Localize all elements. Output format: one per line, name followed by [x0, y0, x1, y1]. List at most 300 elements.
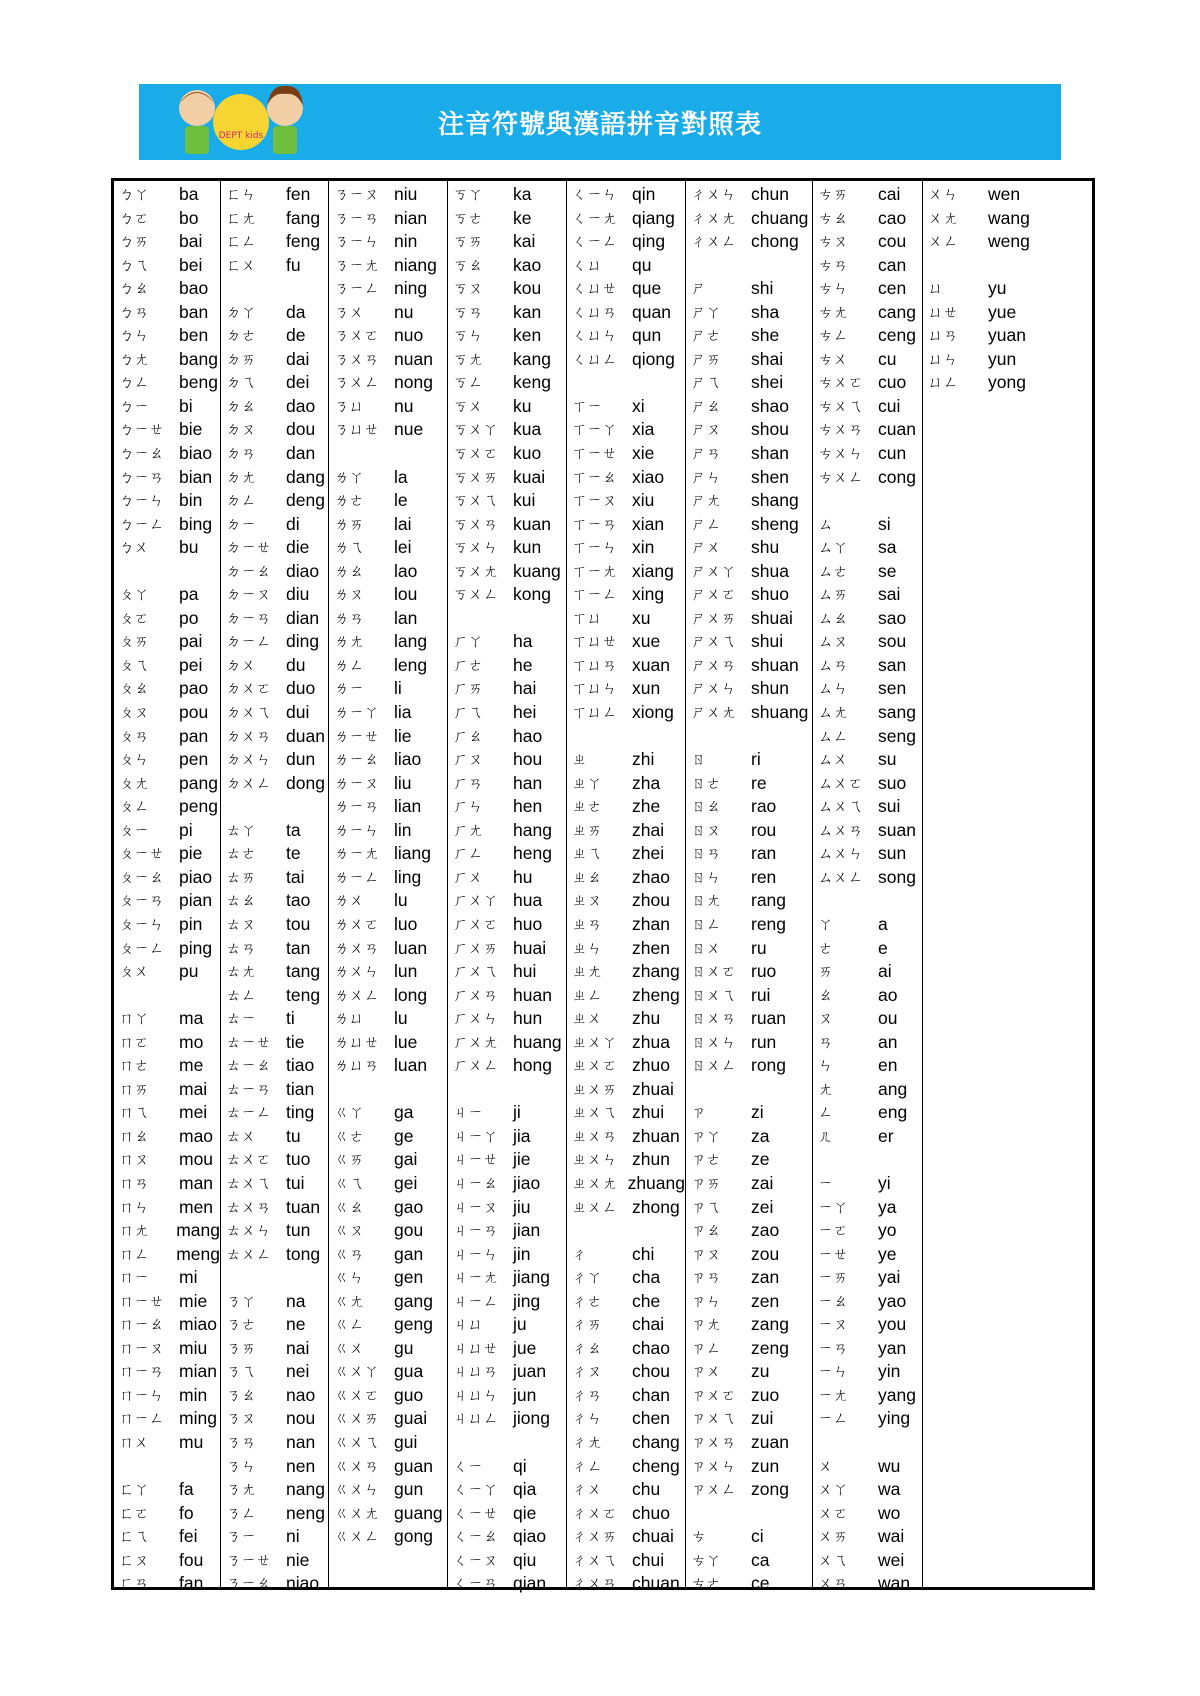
table-row — [114, 937, 220, 961]
pinyin-cell: tui — [286, 1172, 305, 1193]
pinyin-cell: chuan — [632, 1573, 680, 1594]
zhuyin-cell: ㄕㄨㄚ — [691, 561, 737, 580]
pinyin-cell: cong — [878, 466, 916, 487]
zhuyin-cell: ㄌㄧㄝ — [334, 726, 380, 745]
table-row — [221, 795, 328, 819]
pinyin-cell: lu — [394, 890, 408, 911]
pinyin-cell: ya — [878, 1196, 897, 1217]
zhuyin-cell: ㄤ — [818, 1079, 834, 1098]
table-row — [686, 583, 812, 607]
zhuyin-cell: ㄑㄧㄢ — [453, 1574, 499, 1593]
pinyin-cell: nue — [394, 419, 424, 440]
table-row — [114, 1007, 220, 1031]
table-row — [329, 748, 447, 772]
pinyin-cell: mie — [179, 1290, 208, 1311]
table-row — [448, 889, 566, 913]
table-row — [448, 630, 566, 654]
pinyin-cell: ren — [751, 866, 777, 887]
pinyin-cell: jiong — [513, 1408, 550, 1429]
table-row — [114, 1572, 220, 1596]
zhuyin-cell: ㄇㄧㄝ — [119, 1291, 165, 1310]
table-row — [448, 677, 566, 701]
zhuyin-cell: ㄅㄤ — [119, 349, 150, 368]
table-row — [329, 701, 447, 725]
table-row — [567, 1502, 685, 1526]
table-row — [221, 819, 328, 843]
table-row — [114, 254, 220, 278]
zhuyin-cell: ㄆㄟ — [119, 655, 150, 674]
pinyin-cell: dou — [286, 419, 316, 440]
zhuyin-cell: ㄉㄚ — [226, 302, 257, 321]
pinyin-cell: chai — [632, 1314, 665, 1335]
zhuyin-cell: ㄏㄨㄣ — [453, 1009, 499, 1028]
zhuyin-cell: ㄩㄢ — [928, 326, 959, 345]
table-row — [923, 277, 1092, 301]
pinyin-cell: wu — [878, 1455, 901, 1476]
table-row — [686, 819, 812, 843]
zhuyin-cell: ㄌㄨㄛ — [334, 914, 380, 933]
zhuyin-cell: ㄆㄣ — [119, 750, 150, 769]
table-row — [813, 960, 922, 984]
table-row — [448, 1290, 566, 1314]
table-row — [567, 1243, 685, 1267]
table-row — [813, 866, 922, 890]
zhuyin-cell: ㄆㄧㄢ — [119, 891, 165, 910]
zhuyin-cell — [114, 1455, 179, 1479]
table-row — [567, 748, 685, 772]
zhuyin-cell: ㄕㄡ — [691, 420, 722, 439]
pinyin-cell: seng — [878, 725, 916, 746]
zhuyin-cell: ㄙㄣ — [818, 679, 849, 698]
zhuyin-cell: ㄇㄣ — [119, 1197, 150, 1216]
table-row — [448, 1455, 566, 1479]
pinyin-cell: hui — [513, 961, 537, 982]
table-row — [813, 1313, 922, 1337]
zhuyin-cell — [813, 1431, 878, 1455]
pinyin-cell: pi — [179, 819, 193, 840]
pinyin-cell: hong — [513, 1055, 552, 1076]
table-row — [448, 866, 566, 890]
zhuyin-cell — [329, 442, 394, 466]
zhuyin-cell: ㄏㄨㄤ — [453, 1032, 499, 1051]
pinyin-cell: zan — [751, 1267, 780, 1288]
zhuyin-cell: ㄌㄨㄥ — [334, 985, 380, 1004]
table-row — [221, 1407, 328, 1431]
zhuyin-cell: ㄇㄥ — [119, 1244, 150, 1263]
table-row — [114, 1337, 220, 1361]
zhuyin-cell: ㄒㄩㄥ — [572, 703, 618, 722]
table-row — [114, 207, 220, 231]
zhuyin-cell: ㄗㄣ — [691, 1291, 722, 1310]
zhuyin-cell: ㄏㄨㄞ — [453, 938, 499, 957]
table-row — [923, 348, 1092, 372]
pinyin-cell: cang — [878, 301, 916, 322]
zhuyin-cell: ㄕㄨㄛ — [691, 585, 737, 604]
table-row — [813, 466, 922, 490]
zhuyin-cell: ㄉㄥ — [226, 491, 257, 510]
pinyin-cell: guai — [394, 1408, 428, 1429]
zhuyin-cell: ㄍㄨㄤ — [334, 1503, 380, 1522]
pinyin-cell: qiang — [632, 207, 675, 228]
table-column — [114, 181, 221, 1594]
table-row — [567, 513, 685, 537]
pinyin-cell: me — [179, 1055, 204, 1076]
pinyin-cell: nang — [286, 1479, 325, 1500]
table-row — [114, 1243, 220, 1267]
zhuyin-cell: ㄍㄨ — [334, 1338, 365, 1357]
pinyin-cell: che — [632, 1290, 661, 1311]
zhuyin-cell: ㄌㄧㄚ — [334, 703, 380, 722]
zhuyin-cell: ㄌㄨㄢ — [334, 938, 380, 957]
pinyin-cell: er — [878, 1125, 894, 1146]
pinyin-cell: pa — [179, 584, 199, 605]
table-row — [686, 1172, 812, 1196]
pinyin-cell — [179, 1455, 220, 1479]
pinyin-cell: sai — [878, 584, 901, 605]
table-row — [114, 1266, 220, 1290]
table-row — [114, 607, 220, 631]
zhuyin-cell: ㄧㄞ — [818, 1268, 849, 1287]
zhuyin-cell: ㄧㄥ — [818, 1409, 849, 1428]
table-row — [114, 725, 220, 749]
pinyin-cell: zhuan — [632, 1125, 680, 1146]
table-row — [448, 1313, 566, 1337]
pinyin-cell: qiong — [632, 348, 675, 369]
table-row — [448, 795, 566, 819]
pinyin-cell: qia — [513, 1479, 537, 1500]
pinyin-cell: zhuo — [632, 1055, 670, 1076]
zhuyin-cell: ㄋㄣ — [226, 1456, 257, 1475]
pinyin-cell: hang — [513, 819, 552, 840]
zhuyin-cell: ㄖㄤ — [691, 891, 722, 910]
pinyin-cell: kuan — [513, 513, 551, 534]
table-row — [221, 1172, 328, 1196]
pinyin-cell: neng — [286, 1502, 325, 1523]
pinyin-cell: rao — [751, 796, 777, 817]
table-row — [567, 913, 685, 937]
pinyin-cell: ma — [179, 1008, 204, 1029]
pinyin-cell: sheng — [751, 513, 799, 534]
zhuyin-cell: ㄘㄥ — [818, 326, 849, 345]
table-row — [567, 560, 685, 584]
pinyin-cell: xuan — [632, 654, 670, 675]
table-row — [686, 1101, 812, 1125]
pinyin-cell: xin — [632, 537, 655, 558]
zhuyin-cell: ㄐㄩ — [453, 1315, 484, 1334]
pinyin-cell: dian — [286, 607, 320, 628]
table-column — [813, 181, 923, 1594]
table-row — [448, 937, 566, 961]
zhuyin-cell: ㄣ — [818, 1056, 834, 1075]
zhuyin-cell: ㄏㄠ — [453, 726, 484, 745]
table-row — [567, 866, 685, 890]
pinyin-cell: lia — [394, 702, 412, 723]
zhuyin-cell: ㄊㄧㄢ — [226, 1079, 272, 1098]
zhuyin-cell: ㄔㄚ — [572, 1268, 603, 1287]
pinyin-cell: dong — [286, 772, 325, 793]
zhuyin-cell: ㄔㄤ — [572, 1432, 603, 1451]
pinyin-cell: yan — [878, 1337, 907, 1358]
table-row — [221, 1266, 328, 1290]
zhuyin-cell: ㄈㄢ — [119, 1574, 150, 1593]
pinyin-cell: nuan — [394, 348, 433, 369]
table-row — [813, 1007, 922, 1031]
table-row — [448, 1031, 566, 1055]
pinyin-cell: ling — [394, 866, 422, 887]
pinyin-cell: ga — [394, 1102, 414, 1123]
table-row — [686, 301, 812, 325]
pinyin-cell: yo — [878, 1220, 897, 1241]
table-row — [567, 1572, 685, 1596]
zhuyin-cell: ㄓㄨㄢ — [572, 1126, 618, 1145]
table-row — [114, 489, 220, 513]
zhuyin-cell: ㄋㄨㄥ — [334, 373, 380, 392]
pinyin-cell: xie — [632, 443, 655, 464]
zhuyin-cell: ㄙㄠ — [818, 608, 849, 627]
pinyin-cell: ceng — [878, 325, 916, 346]
table-row — [448, 1407, 566, 1431]
zhuyin-cell: ㄐㄩㄢ — [453, 1362, 499, 1381]
zhuyin-cell: ㄍㄚ — [334, 1103, 365, 1122]
pinyin-cell: kun — [513, 537, 542, 558]
zhuyin-cell: ㄉㄨ — [226, 655, 257, 674]
zhuyin-cell: ㄏㄨㄟ — [453, 962, 499, 981]
pinyin-cell: sa — [878, 537, 897, 558]
zhuyin-cell: ㄑㄧ — [453, 1456, 484, 1475]
pinyin-cell: shui — [751, 631, 784, 652]
zhuyin-cell: ㄆㄧㄥ — [119, 938, 165, 957]
table-row — [813, 701, 922, 725]
table-row — [221, 1431, 328, 1455]
table-row — [567, 1431, 685, 1455]
pinyin-cell: hen — [513, 796, 543, 817]
pinyin-cell: liao — [394, 749, 422, 770]
table-row — [686, 725, 812, 749]
pinyin-cell: nou — [286, 1408, 316, 1429]
table-row — [567, 842, 685, 866]
zhuyin-cell: ㄏㄢ — [453, 773, 484, 792]
zhuyin-cell: ㄓㄠ — [572, 867, 603, 886]
pinyin-cell: wan — [878, 1573, 911, 1594]
table-row — [686, 1502, 812, 1526]
table-row — [448, 1525, 566, 1549]
zhuyin-cell: ㄑㄩㄢ — [572, 302, 618, 321]
table-row — [114, 913, 220, 937]
zhuyin-cell — [114, 560, 179, 584]
table-row — [686, 1007, 812, 1031]
zhuyin-cell: ㄌㄧㄥ — [334, 867, 380, 886]
zhuyin-cell: ㄘㄨㄢ — [818, 420, 864, 439]
pinyin-cell: dao — [286, 395, 316, 416]
pinyin-cell: mao — [179, 1125, 214, 1146]
pinyin-cell: chan — [632, 1384, 670, 1405]
pinyin-cell: sao — [878, 607, 907, 628]
table-row — [221, 1007, 328, 1031]
zhuyin-cell: ㄎㄨㄤ — [453, 561, 499, 580]
zhuyin-cell: ㄕㄠ — [691, 396, 722, 415]
zhuyin-cell: ㄗㄥ — [691, 1338, 722, 1357]
table-row — [813, 1360, 922, 1384]
pinyin-cell: zhan — [632, 913, 670, 934]
zhuyin-cell: ㄗㄟ — [691, 1197, 722, 1216]
zhuyin-cell: ㄖㄡ — [691, 820, 722, 839]
zhuyin-cell: ㄆㄠ — [119, 679, 150, 698]
table-row — [448, 654, 566, 678]
table-row — [686, 1360, 812, 1384]
table-row — [686, 960, 812, 984]
zhuyin-cell: ㄧㄤ — [818, 1385, 849, 1404]
table-row — [448, 207, 566, 231]
zhuyin-cell — [221, 277, 286, 301]
zhuyin-cell: ㄍㄨㄥ — [334, 1527, 380, 1546]
zhuyin-cell: ㄊㄨ — [226, 1126, 257, 1145]
table-column — [221, 181, 329, 1594]
zhuyin-cell: ㄕㄤ — [691, 491, 722, 510]
zhuyin-cell: ㄓㄨㄟ — [572, 1103, 618, 1122]
zhuyin-cell: ㄙㄨㄟ — [818, 797, 864, 816]
pinyin-cell: kua — [513, 419, 542, 440]
zhuyin-cell: ㄧㄝ — [818, 1244, 849, 1263]
pinyin-cell: bi — [179, 395, 193, 416]
zhuyin-cell: ㄍㄡ — [334, 1221, 365, 1240]
zhuyin-cell: ㄎㄠ — [453, 255, 484, 274]
table-row — [686, 1525, 812, 1549]
pinyin-cell: pen — [179, 749, 209, 770]
pinyin-cell: ran — [751, 843, 777, 864]
table-row — [114, 536, 220, 560]
table-row — [686, 1054, 812, 1078]
table-row — [813, 1125, 922, 1149]
table-row — [329, 183, 447, 207]
table-row — [221, 1525, 328, 1549]
table-row — [813, 1290, 922, 1314]
zhuyin-cell: ㄗㄢ — [691, 1268, 722, 1287]
table-row — [567, 395, 685, 419]
table-row — [329, 772, 447, 796]
table-row — [567, 1054, 685, 1078]
table-row — [686, 842, 812, 866]
table-row — [813, 1549, 922, 1573]
zhuyin-cell: ㄨㄟ — [818, 1550, 849, 1569]
table-row — [567, 1337, 685, 1361]
zhuyin-cell: ㄔ — [572, 1244, 588, 1263]
pinyin-cell — [751, 254, 812, 278]
zhuyin-cell: ㄓㄨㄚ — [572, 1032, 618, 1051]
pinyin-cell: ci — [751, 1526, 764, 1547]
pinyin-cell: tan — [286, 937, 311, 958]
zhuyin-cell: ㄑㄧㄡ — [453, 1550, 499, 1569]
pinyin-cell: zou — [751, 1243, 780, 1264]
zhuyin-cell: ㄎㄨㄣ — [453, 538, 499, 557]
zhuyin-cell: ㄈㄨ — [226, 255, 257, 274]
zhuyin-cell: ㄆㄨ — [119, 962, 150, 981]
table-row — [686, 230, 812, 254]
zhuyin-cell: ㄩㄣ — [928, 349, 959, 368]
pinyin-cell: shuo — [751, 584, 789, 605]
zhuyin-cell: ㄇㄧㄡ — [119, 1338, 165, 1357]
table-row — [329, 1172, 447, 1196]
pinyin-cell: xiang — [632, 560, 674, 581]
table-row — [329, 371, 447, 395]
table-row — [813, 442, 922, 466]
pinyin-cell: san — [878, 654, 907, 675]
table-row — [114, 442, 220, 466]
pinyin-cell: luan — [394, 1055, 428, 1076]
table-row — [567, 277, 685, 301]
pinyin-cell: fou — [179, 1549, 204, 1570]
table-row — [221, 725, 328, 749]
zhuyin-cell: ㄔㄨㄤ — [691, 208, 737, 227]
zhuyin-cell: ㄙㄢ — [818, 655, 849, 674]
pinyin-cell: sun — [878, 843, 907, 864]
table-row — [686, 772, 812, 796]
pinyin-cell: chang — [632, 1431, 680, 1452]
table-row — [329, 795, 447, 819]
table-row — [329, 442, 447, 466]
pinyin-cell: huan — [513, 984, 552, 1005]
pinyin-cell: gui — [394, 1431, 418, 1452]
zhuyin-cell: ㄒㄧㄚ — [572, 420, 618, 439]
zhuyin-cell: ㄉㄨㄢ — [226, 726, 272, 745]
table-row — [567, 1078, 685, 1102]
pinyin-cell: yuan — [988, 325, 1026, 346]
pinyin-cell: fen — [286, 184, 311, 204]
table-row — [221, 301, 328, 325]
zhuyin-cell: ㄐㄧㄤ — [453, 1268, 499, 1287]
pinyin-cell: zhi — [632, 749, 655, 770]
pinyin-cell: zai — [751, 1172, 774, 1193]
table-row — [686, 630, 812, 654]
table-row — [114, 1455, 220, 1479]
table-row — [329, 1431, 447, 1455]
zhuyin-cell: ㄒㄧ — [572, 396, 603, 415]
pinyin-cell — [632, 725, 685, 749]
table-column — [567, 181, 686, 1594]
pinyin-cell: gan — [394, 1243, 424, 1264]
pinyin-cell: a — [878, 913, 888, 934]
pinyin-cell: sang — [878, 702, 916, 723]
pinyin-cell: cu — [878, 348, 897, 369]
table-row — [114, 654, 220, 678]
table-row — [114, 1078, 220, 1102]
zhuyin-cell: ㄌㄢ — [334, 608, 365, 627]
zhuyin-cell: ㄕㄨㄤ — [691, 703, 737, 722]
pinyin-cell: zhe — [632, 796, 661, 817]
pinyin-cell: dei — [286, 372, 310, 393]
pinyin-cell: lue — [394, 1031, 418, 1052]
table-row — [329, 1054, 447, 1078]
zhuyin-cell: ㄌㄧㄠ — [334, 750, 380, 769]
table-row — [813, 1455, 922, 1479]
pinyin-cell: yao — [878, 1290, 907, 1311]
pinyin-cell: shun — [751, 678, 789, 699]
zhuyin-cell: ㄊㄢ — [226, 938, 257, 957]
table-row — [686, 1407, 812, 1431]
table-row — [813, 1478, 922, 1502]
pinyin-cell: xi — [632, 395, 645, 416]
zhuyin-cell: ㄙ — [818, 514, 834, 533]
table-column — [448, 181, 567, 1594]
table-row — [686, 889, 812, 913]
table-row — [221, 1455, 328, 1479]
zhuyin-cell: ㄉㄟ — [226, 373, 257, 392]
pinyin-cell: zhua — [632, 1031, 670, 1052]
zhuyin-cell: ㄗㄤ — [691, 1315, 722, 1334]
pinyin-cell: luo — [394, 913, 418, 934]
zhuyin-cell: ㄌㄩㄝ — [334, 1032, 380, 1051]
zhuyin-cell: ㄐㄧㄣ — [453, 1244, 499, 1263]
zhuyin-cell: ㄘㄞ — [818, 185, 849, 203]
